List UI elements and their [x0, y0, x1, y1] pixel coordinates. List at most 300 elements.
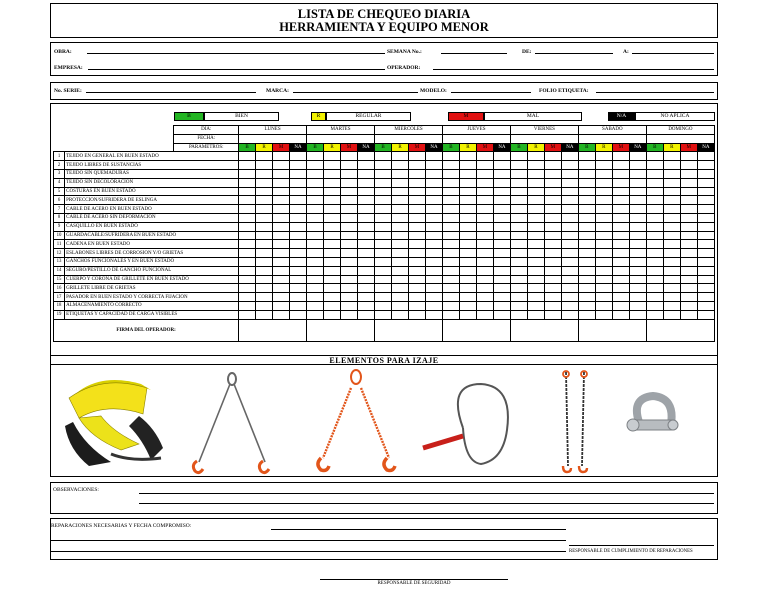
check-cell[interactable]	[663, 257, 680, 266]
check-cell[interactable]	[476, 205, 493, 214]
check-cell[interactable]	[392, 293, 409, 302]
check-cell[interactable]	[256, 231, 273, 240]
check-cell[interactable]	[578, 301, 595, 310]
check-cell[interactable]	[629, 187, 646, 196]
check-cell[interactable]	[697, 284, 714, 293]
check-cell[interactable]	[375, 257, 392, 266]
check-cell[interactable]	[680, 240, 697, 249]
check-cell[interactable]	[307, 240, 324, 249]
check-cell[interactable]	[290, 310, 307, 319]
check-cell[interactable]	[493, 161, 510, 170]
check-cell[interactable]	[357, 310, 374, 319]
check-cell[interactable]	[239, 266, 256, 275]
check-cell[interactable]	[612, 293, 629, 302]
check-cell[interactable]	[544, 284, 561, 293]
check-cell[interactable]	[510, 301, 527, 310]
responsable-reparaciones-signature[interactable]	[569, 545, 714, 546]
check-cell[interactable]	[341, 178, 358, 187]
check-cell[interactable]	[476, 293, 493, 302]
empresa-field[interactable]	[88, 69, 385, 70]
check-cell[interactable]	[578, 187, 595, 196]
check-cell[interactable]	[239, 293, 256, 302]
check-cell[interactable]	[612, 231, 629, 240]
check-cell[interactable]	[357, 196, 374, 205]
check-cell[interactable]	[663, 293, 680, 302]
check-cell[interactable]	[527, 222, 544, 231]
check-cell[interactable]	[239, 231, 256, 240]
check-cell[interactable]	[663, 284, 680, 293]
check-cell[interactable]	[357, 240, 374, 249]
check-cell[interactable]	[256, 152, 273, 161]
check-cell[interactable]	[307, 231, 324, 240]
check-cell[interactable]	[612, 152, 629, 161]
check-cell[interactable]	[629, 310, 646, 319]
check-cell[interactable]	[629, 178, 646, 187]
check-cell[interactable]	[578, 249, 595, 258]
check-cell[interactable]	[408, 249, 425, 258]
check-cell[interactable]	[612, 196, 629, 205]
check-cell[interactable]	[544, 257, 561, 266]
check-cell[interactable]	[256, 275, 273, 284]
check-cell[interactable]	[256, 178, 273, 187]
check-cell[interactable]	[324, 240, 341, 249]
check-cell[interactable]	[408, 178, 425, 187]
check-cell[interactable]	[561, 284, 578, 293]
check-cell[interactable]	[256, 249, 273, 258]
check-cell[interactable]	[595, 152, 612, 161]
check-cell[interactable]	[357, 187, 374, 196]
check-cell[interactable]	[629, 231, 646, 240]
check-cell[interactable]	[425, 196, 442, 205]
check-cell[interactable]	[307, 275, 324, 284]
check-cell[interactable]	[595, 293, 612, 302]
check-cell[interactable]	[527, 205, 544, 214]
check-cell[interactable]	[341, 152, 358, 161]
check-cell[interactable]	[561, 249, 578, 258]
check-cell[interactable]	[357, 275, 374, 284]
check-cell[interactable]	[324, 249, 341, 258]
check-cell[interactable]	[425, 310, 442, 319]
check-cell[interactable]	[425, 257, 442, 266]
check-cell[interactable]	[341, 301, 358, 310]
check-cell[interactable]	[307, 152, 324, 161]
check-cell[interactable]	[392, 213, 409, 222]
check-cell[interactable]	[341, 231, 358, 240]
check-cell[interactable]	[595, 222, 612, 231]
check-cell[interactable]	[341, 205, 358, 214]
fecha-cell[interactable]	[375, 134, 443, 143]
check-cell[interactable]	[392, 266, 409, 275]
check-cell[interactable]	[425, 266, 442, 275]
check-cell[interactable]	[561, 161, 578, 170]
check-cell[interactable]	[595, 178, 612, 187]
check-cell[interactable]	[307, 213, 324, 222]
check-cell[interactable]	[595, 187, 612, 196]
check-cell[interactable]	[273, 213, 290, 222]
check-cell[interactable]	[256, 205, 273, 214]
check-cell[interactable]	[273, 222, 290, 231]
check-cell[interactable]	[527, 293, 544, 302]
check-cell[interactable]	[595, 231, 612, 240]
check-cell[interactable]	[357, 178, 374, 187]
fecha-cell[interactable]	[510, 134, 578, 143]
check-cell[interactable]	[442, 213, 459, 222]
obra-field[interactable]	[87, 53, 385, 54]
check-cell[interactable]	[239, 249, 256, 258]
check-cell[interactable]	[357, 301, 374, 310]
check-cell[interactable]	[646, 152, 663, 161]
fecha-cell[interactable]	[578, 134, 646, 143]
check-cell[interactable]	[357, 205, 374, 214]
check-cell[interactable]	[307, 196, 324, 205]
check-cell[interactable]	[442, 196, 459, 205]
check-cell[interactable]	[697, 152, 714, 161]
check-cell[interactable]	[680, 257, 697, 266]
firma-cell[interactable]	[442, 319, 510, 341]
check-cell[interactable]	[341, 222, 358, 231]
check-cell[interactable]	[239, 196, 256, 205]
check-cell[interactable]	[680, 284, 697, 293]
check-cell[interactable]	[527, 187, 544, 196]
check-cell[interactable]	[239, 310, 256, 319]
check-cell[interactable]	[527, 231, 544, 240]
check-cell[interactable]	[239, 161, 256, 170]
check-cell[interactable]	[544, 275, 561, 284]
check-cell[interactable]	[375, 293, 392, 302]
check-cell[interactable]	[629, 205, 646, 214]
check-cell[interactable]	[256, 169, 273, 178]
check-cell[interactable]	[425, 301, 442, 310]
check-cell[interactable]	[256, 222, 273, 231]
check-cell[interactable]	[697, 310, 714, 319]
check-cell[interactable]	[680, 249, 697, 258]
check-cell[interactable]	[510, 275, 527, 284]
check-cell[interactable]	[680, 213, 697, 222]
check-cell[interactable]	[408, 196, 425, 205]
check-cell[interactable]	[476, 152, 493, 161]
check-cell[interactable]	[680, 178, 697, 187]
check-cell[interactable]	[646, 266, 663, 275]
check-cell[interactable]	[392, 169, 409, 178]
check-cell[interactable]	[527, 284, 544, 293]
check-cell[interactable]	[476, 196, 493, 205]
check-cell[interactable]	[510, 178, 527, 187]
check-cell[interactable]	[425, 205, 442, 214]
check-cell[interactable]	[256, 240, 273, 249]
fecha-cell[interactable]	[307, 134, 375, 143]
check-cell[interactable]	[578, 169, 595, 178]
check-cell[interactable]	[476, 178, 493, 187]
check-cell[interactable]	[629, 293, 646, 302]
reparaciones-line-2[interactable]	[51, 540, 566, 541]
check-cell[interactable]	[646, 178, 663, 187]
check-cell[interactable]	[544, 169, 561, 178]
check-cell[interactable]	[493, 275, 510, 284]
check-cell[interactable]	[408, 152, 425, 161]
check-cell[interactable]	[697, 275, 714, 284]
check-cell[interactable]	[442, 161, 459, 170]
check-cell[interactable]	[663, 152, 680, 161]
check-cell[interactable]	[544, 196, 561, 205]
check-cell[interactable]	[307, 266, 324, 275]
check-cell[interactable]	[408, 240, 425, 249]
check-cell[interactable]	[697, 266, 714, 275]
modelo-field[interactable]	[451, 92, 531, 93]
check-cell[interactable]	[663, 275, 680, 284]
check-cell[interactable]	[307, 205, 324, 214]
check-cell[interactable]	[510, 161, 527, 170]
reparaciones-line-1[interactable]	[271, 529, 566, 530]
check-cell[interactable]	[544, 249, 561, 258]
check-cell[interactable]	[290, 152, 307, 161]
check-cell[interactable]	[476, 222, 493, 231]
check-cell[interactable]	[290, 257, 307, 266]
check-cell[interactable]	[680, 231, 697, 240]
check-cell[interactable]	[392, 161, 409, 170]
check-cell[interactable]	[341, 169, 358, 178]
check-cell[interactable]	[324, 275, 341, 284]
check-cell[interactable]	[459, 310, 476, 319]
check-cell[interactable]	[442, 169, 459, 178]
check-cell[interactable]	[561, 240, 578, 249]
check-cell[interactable]	[561, 187, 578, 196]
check-cell[interactable]	[680, 187, 697, 196]
check-cell[interactable]	[357, 161, 374, 170]
check-cell[interactable]	[476, 169, 493, 178]
check-cell[interactable]	[425, 152, 442, 161]
check-cell[interactable]	[392, 222, 409, 231]
check-cell[interactable]	[612, 257, 629, 266]
check-cell[interactable]	[544, 240, 561, 249]
check-cell[interactable]	[629, 240, 646, 249]
check-cell[interactable]	[561, 178, 578, 187]
check-cell[interactable]	[510, 293, 527, 302]
check-cell[interactable]	[239, 169, 256, 178]
check-cell[interactable]	[357, 266, 374, 275]
check-cell[interactable]	[442, 275, 459, 284]
check-cell[interactable]	[273, 284, 290, 293]
check-cell[interactable]	[680, 293, 697, 302]
check-cell[interactable]	[324, 169, 341, 178]
check-cell[interactable]	[273, 169, 290, 178]
check-cell[interactable]	[612, 205, 629, 214]
check-cell[interactable]	[341, 196, 358, 205]
check-cell[interactable]	[578, 310, 595, 319]
check-cell[interactable]	[290, 178, 307, 187]
check-cell[interactable]	[578, 266, 595, 275]
check-cell[interactable]	[595, 161, 612, 170]
check-cell[interactable]	[578, 257, 595, 266]
check-cell[interactable]	[544, 231, 561, 240]
check-cell[interactable]	[527, 161, 544, 170]
firma-cell[interactable]	[578, 319, 646, 341]
check-cell[interactable]	[425, 240, 442, 249]
check-cell[interactable]	[578, 222, 595, 231]
check-cell[interactable]	[273, 240, 290, 249]
check-cell[interactable]	[324, 310, 341, 319]
check-cell[interactable]	[357, 257, 374, 266]
check-cell[interactable]	[459, 293, 476, 302]
check-cell[interactable]	[307, 301, 324, 310]
check-cell[interactable]	[527, 275, 544, 284]
check-cell[interactable]	[442, 310, 459, 319]
check-cell[interactable]	[476, 231, 493, 240]
check-cell[interactable]	[612, 169, 629, 178]
check-cell[interactable]	[493, 213, 510, 222]
check-cell[interactable]	[663, 231, 680, 240]
check-cell[interactable]	[442, 240, 459, 249]
check-cell[interactable]	[476, 213, 493, 222]
check-cell[interactable]	[341, 187, 358, 196]
check-cell[interactable]	[646, 293, 663, 302]
check-cell[interactable]	[663, 205, 680, 214]
check-cell[interactable]	[493, 196, 510, 205]
a-field[interactable]	[632, 53, 714, 54]
check-cell[interactable]	[663, 169, 680, 178]
check-cell[interactable]	[290, 231, 307, 240]
check-cell[interactable]	[408, 205, 425, 214]
check-cell[interactable]	[527, 213, 544, 222]
check-cell[interactable]	[375, 275, 392, 284]
check-cell[interactable]	[256, 266, 273, 275]
check-cell[interactable]	[629, 257, 646, 266]
check-cell[interactable]	[459, 196, 476, 205]
check-cell[interactable]	[629, 284, 646, 293]
check-cell[interactable]	[459, 301, 476, 310]
check-cell[interactable]	[578, 240, 595, 249]
check-cell[interactable]	[680, 152, 697, 161]
check-cell[interactable]	[375, 249, 392, 258]
observaciones-line-2[interactable]	[139, 503, 714, 504]
check-cell[interactable]	[408, 213, 425, 222]
check-cell[interactable]	[663, 222, 680, 231]
check-cell[interactable]	[375, 187, 392, 196]
check-cell[interactable]	[612, 161, 629, 170]
check-cell[interactable]	[324, 231, 341, 240]
check-cell[interactable]	[510, 310, 527, 319]
check-cell[interactable]	[544, 205, 561, 214]
check-cell[interactable]	[459, 161, 476, 170]
check-cell[interactable]	[544, 310, 561, 319]
check-cell[interactable]	[612, 240, 629, 249]
check-cell[interactable]	[493, 284, 510, 293]
check-cell[interactable]	[493, 301, 510, 310]
check-cell[interactable]	[459, 152, 476, 161]
check-cell[interactable]	[425, 213, 442, 222]
check-cell[interactable]	[239, 284, 256, 293]
check-cell[interactable]	[375, 310, 392, 319]
check-cell[interactable]	[510, 222, 527, 231]
check-cell[interactable]	[595, 169, 612, 178]
check-cell[interactable]	[341, 249, 358, 258]
check-cell[interactable]	[357, 169, 374, 178]
check-cell[interactable]	[680, 169, 697, 178]
check-cell[interactable]	[357, 222, 374, 231]
check-cell[interactable]	[493, 257, 510, 266]
check-cell[interactable]	[697, 205, 714, 214]
check-cell[interactable]	[357, 152, 374, 161]
check-cell[interactable]	[425, 169, 442, 178]
check-cell[interactable]	[273, 293, 290, 302]
check-cell[interactable]	[273, 178, 290, 187]
check-cell[interactable]	[392, 196, 409, 205]
check-cell[interactable]	[578, 196, 595, 205]
check-cell[interactable]	[493, 266, 510, 275]
check-cell[interactable]	[578, 152, 595, 161]
check-cell[interactable]	[510, 284, 527, 293]
check-cell[interactable]	[239, 152, 256, 161]
check-cell[interactable]	[341, 310, 358, 319]
check-cell[interactable]	[459, 284, 476, 293]
check-cell[interactable]	[612, 284, 629, 293]
check-cell[interactable]	[307, 187, 324, 196]
check-cell[interactable]	[612, 178, 629, 187]
check-cell[interactable]	[324, 152, 341, 161]
check-cell[interactable]	[459, 257, 476, 266]
check-cell[interactable]	[341, 257, 358, 266]
check-cell[interactable]	[273, 161, 290, 170]
check-cell[interactable]	[273, 196, 290, 205]
check-cell[interactable]	[544, 266, 561, 275]
check-cell[interactable]	[476, 187, 493, 196]
check-cell[interactable]	[646, 161, 663, 170]
check-cell[interactable]	[324, 222, 341, 231]
check-cell[interactable]	[527, 257, 544, 266]
check-cell[interactable]	[561, 275, 578, 284]
check-cell[interactable]	[646, 310, 663, 319]
check-cell[interactable]	[442, 231, 459, 240]
check-cell[interactable]	[629, 222, 646, 231]
check-cell[interactable]	[256, 161, 273, 170]
check-cell[interactable]	[578, 284, 595, 293]
check-cell[interactable]	[697, 187, 714, 196]
check-cell[interactable]	[273, 257, 290, 266]
check-cell[interactable]	[612, 249, 629, 258]
check-cell[interactable]	[680, 205, 697, 214]
check-cell[interactable]	[510, 213, 527, 222]
check-cell[interactable]	[578, 205, 595, 214]
check-cell[interactable]	[290, 222, 307, 231]
check-cell[interactable]	[425, 222, 442, 231]
check-cell[interactable]	[697, 213, 714, 222]
check-cell[interactable]	[290, 187, 307, 196]
check-cell[interactable]	[612, 310, 629, 319]
check-cell[interactable]	[375, 161, 392, 170]
check-cell[interactable]	[256, 257, 273, 266]
check-cell[interactable]	[663, 301, 680, 310]
check-cell[interactable]	[290, 275, 307, 284]
check-cell[interactable]	[510, 169, 527, 178]
check-cell[interactable]	[341, 293, 358, 302]
check-cell[interactable]	[239, 275, 256, 284]
check-cell[interactable]	[510, 266, 527, 275]
check-cell[interactable]	[239, 257, 256, 266]
check-cell[interactable]	[273, 231, 290, 240]
check-cell[interactable]	[629, 152, 646, 161]
check-cell[interactable]	[527, 301, 544, 310]
check-cell[interactable]	[324, 284, 341, 293]
check-cell[interactable]	[442, 205, 459, 214]
fecha-cell[interactable]	[239, 134, 307, 143]
check-cell[interactable]	[663, 266, 680, 275]
check-cell[interactable]	[324, 196, 341, 205]
check-cell[interactable]	[663, 187, 680, 196]
check-cell[interactable]	[680, 310, 697, 319]
check-cell[interactable]	[324, 301, 341, 310]
check-cell[interactable]	[680, 196, 697, 205]
check-cell[interactable]	[646, 257, 663, 266]
check-cell[interactable]	[510, 152, 527, 161]
